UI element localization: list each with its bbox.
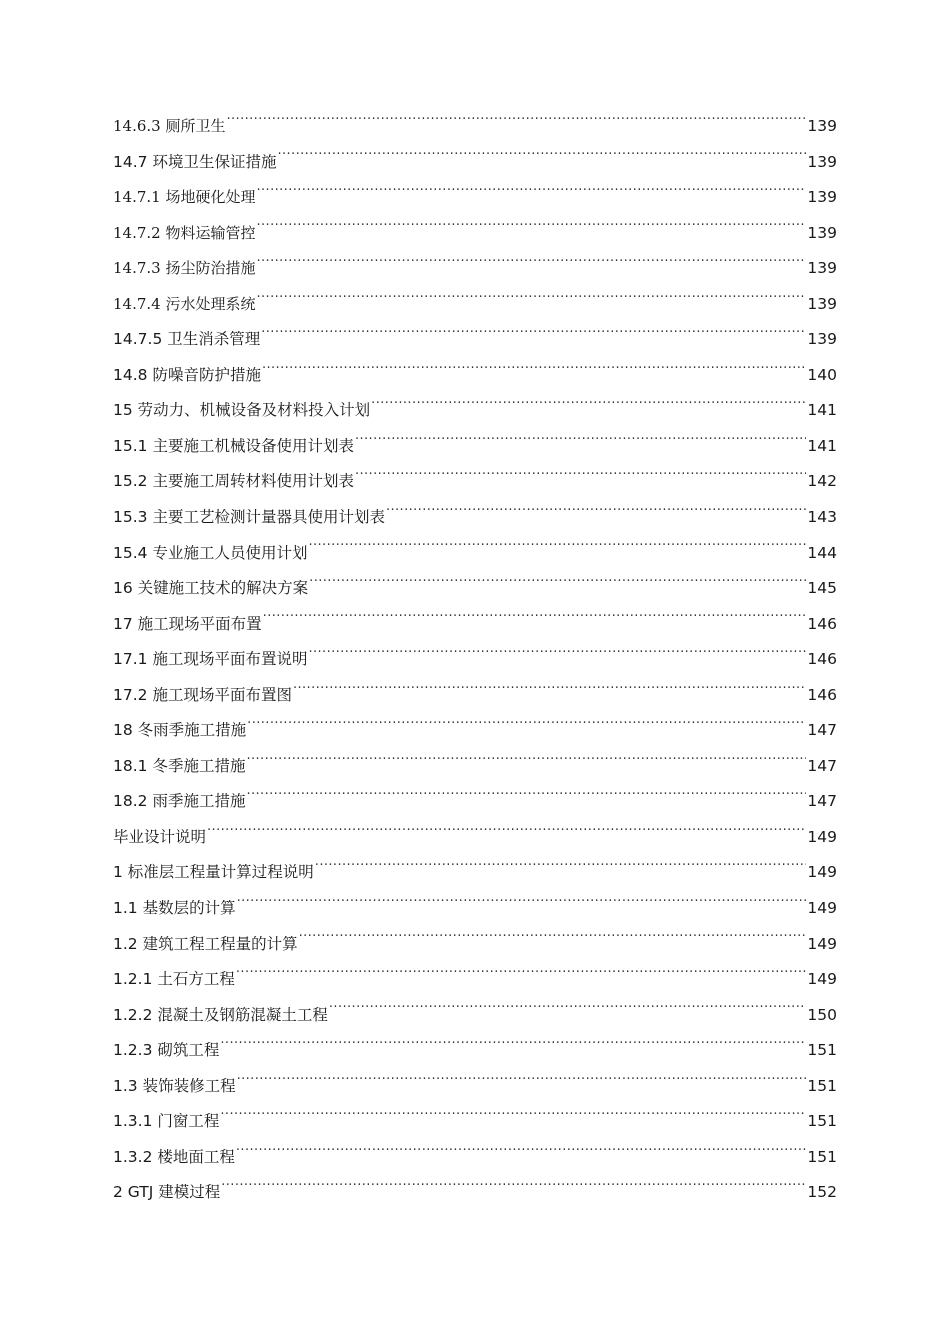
toc-entry[interactable]: [113, 713, 837, 749]
toc-entry-title: 15.3 主要工艺检测计量器具使用计划表: [113, 508, 385, 527]
toc-entry[interactable]: [113, 1175, 837, 1211]
toc-entry[interactable]: [113, 642, 837, 678]
toc-entry[interactable]: [113, 678, 837, 714]
toc-entry-page-number: 142: [807, 472, 837, 491]
table-of-contents: [113, 109, 837, 1211]
toc-leader-dots: [226, 116, 806, 132]
toc-entry[interactable]: [113, 855, 837, 891]
toc-entry-page-number: 139: [807, 330, 837, 349]
toc-entry-title: 15.2 主要施工周转材料使用计划表: [113, 472, 354, 491]
toc-entry[interactable]: [113, 1104, 837, 1140]
toc-leader-dots: [237, 1075, 807, 1091]
toc-entry-title: 17 施工现场平面布置: [113, 614, 262, 633]
toc-leader-dots: [247, 720, 806, 736]
toc-entry[interactable]: [113, 749, 837, 785]
toc-leader-dots: [246, 755, 806, 771]
toc-entry-page-number: 151: [807, 1076, 837, 1095]
toc-entry-page-number: 139: [807, 117, 837, 135]
toc-leader-dots: [277, 151, 806, 167]
toc-leader-dots: [256, 258, 806, 274]
toc-entry-title: 14.7.2 物料运输管控: [113, 223, 256, 242]
toc-entry-title: 14.7.5 卫生消杀管理: [113, 330, 261, 349]
toc-entry[interactable]: [113, 180, 837, 216]
toc-entry-page-number: 149: [807, 827, 837, 846]
toc-entry[interactable]: [113, 998, 837, 1034]
toc-leader-dots: [261, 329, 806, 345]
toc-leader-dots: [293, 684, 806, 700]
toc-entry-title: 14.7 环境卫生保证措施: [113, 152, 277, 171]
toc-entry[interactable]: [113, 322, 837, 358]
toc-entry[interactable]: [113, 358, 837, 394]
toc-leader-dots: [299, 933, 807, 949]
toc-leader-dots: [371, 400, 806, 416]
toc-entry[interactable]: [113, 500, 837, 536]
toc-leader-dots: [207, 826, 806, 842]
toc-entry-title: 1.3.1 门窗工程: [113, 1112, 220, 1131]
toc-entry-page-number: 139: [807, 152, 837, 171]
toc-entry-page-number: 152: [807, 1183, 837, 1202]
toc-entry-title: 1.2.1 土石方工程: [113, 970, 235, 989]
toc-entry-title: 14.7.1 场地硬化处理: [113, 188, 256, 207]
toc-entry-page-number: 146: [807, 614, 837, 633]
toc-leader-dots: [256, 187, 806, 203]
toc-entry-title: 18.1 冬季施工措施: [113, 756, 246, 775]
toc-entry[interactable]: [113, 287, 837, 323]
toc-leader-dots: [315, 862, 807, 878]
toc-entry[interactable]: [113, 1033, 837, 1069]
toc-entry-title: 15.1 主要施工机械设备使用计划表: [113, 436, 354, 455]
toc-entry[interactable]: [113, 251, 837, 287]
toc-leader-dots: [221, 1182, 806, 1198]
toc-entry-title: 14.7.3 扬尘防治措施: [113, 259, 256, 278]
toc-entry-page-number: 151: [807, 1112, 837, 1131]
toc-entry-title: 18.2 雨季施工措施: [113, 792, 246, 811]
toc-entry-page-number: 143: [807, 508, 837, 527]
toc-entry-title: 1.3.2 楼地面工程: [113, 1147, 235, 1166]
toc-entry-title: 15 劳动力、机械设备及材料投入计划: [113, 401, 371, 420]
toc-entry-title: 14.8 防噪音防护措施: [113, 365, 261, 384]
toc-entry-page-number: 147: [807, 756, 837, 775]
toc-entry-title: 1.2.2 混凝土及钢筋混凝土工程: [113, 1005, 328, 1024]
toc-entry-title: 1 标准层工程量计算过程说明: [113, 863, 314, 882]
toc-leader-dots: [309, 578, 806, 594]
toc-entry-title: 1.2.3 砌筑工程: [113, 1041, 220, 1060]
toc-leader-dots: [355, 435, 806, 451]
toc-entry-page-number: 150: [807, 1005, 837, 1024]
toc-leader-dots: [262, 364, 806, 380]
toc-entry[interactable]: [113, 607, 837, 643]
toc-leader-dots: [308, 542, 806, 558]
toc-entry-page-number: 139: [807, 188, 837, 207]
toc-entry-page-number: 139: [807, 223, 837, 242]
toc-entry[interactable]: [113, 393, 837, 429]
toc-entry-page-number: 147: [807, 792, 837, 811]
toc-leader-dots: [236, 969, 807, 985]
toc-leader-dots: [256, 293, 806, 309]
toc-leader-dots: [220, 1040, 806, 1056]
toc-entry-page-number: 151: [807, 1147, 837, 1166]
toc-entry[interactable]: [113, 820, 837, 856]
toc-entry-title: 16 关键施工技术的解决方案: [113, 579, 309, 598]
toc-entry-title: 14.6.3 厕所卫生: [113, 117, 226, 135]
toc-leader-dots: [308, 649, 806, 665]
toc-entry-title: 15.4 专业施工人员使用计划: [113, 543, 308, 562]
toc-entry-page-number: 147: [807, 721, 837, 740]
toc-entry[interactable]: [113, 1140, 837, 1176]
toc-entry-title: 17.2 施工现场平面布置图: [113, 685, 292, 704]
toc-entry-page-number: 146: [807, 685, 837, 704]
toc-entry-page-number: 151: [807, 1041, 837, 1060]
toc-entry-title: 毕业设计说明: [113, 827, 207, 846]
toc-entry-title: 1.3 装饰装修工程: [113, 1076, 236, 1095]
toc-leader-dots: [237, 898, 807, 914]
toc-entry-title: 18 冬雨季施工措施: [113, 721, 247, 740]
toc-entry[interactable]: [113, 216, 837, 252]
toc-entry[interactable]: [113, 536, 837, 572]
toc-entry-page-number: 140: [807, 365, 837, 384]
toc-entry-page-number: 149: [807, 863, 837, 882]
toc-entry-page-number: 146: [807, 650, 837, 669]
toc-leader-dots: [329, 1004, 807, 1020]
toc-leader-dots: [386, 507, 806, 523]
toc-entry-page-number: 144: [807, 543, 837, 562]
toc-leader-dots: [220, 1111, 806, 1127]
toc-leader-dots: [355, 471, 806, 487]
toc-entry[interactable]: [113, 784, 837, 820]
toc-entry-page-number: 149: [807, 970, 837, 989]
toc-leader-dots: [246, 791, 806, 807]
toc-entry-page-number: 141: [807, 401, 837, 420]
toc-entry-page-number: 149: [807, 934, 837, 953]
toc-entry[interactable]: [113, 464, 837, 500]
toc-entry-title: 1.2 建筑工程工程量的计算: [113, 934, 298, 953]
toc-entry-page-number: 139: [807, 294, 837, 313]
toc-entry[interactable]: [113, 571, 837, 607]
toc-entry-title: 17.1 施工现场平面布置说明: [113, 650, 308, 669]
toc-entry-title: 2 GTJ 建模过程: [113, 1183, 221, 1202]
toc-entry-page-number: 141: [807, 436, 837, 455]
toc-entry[interactable]: [113, 891, 837, 927]
toc-entry[interactable]: [113, 962, 837, 998]
toc-entry-title: 1.1 基数层的计算: [113, 899, 236, 918]
toc-entry[interactable]: [113, 429, 837, 465]
toc-entry-page-number: 145: [807, 579, 837, 598]
toc-entry-page-number: 139: [807, 259, 837, 278]
toc-entry[interactable]: [113, 927, 837, 963]
toc-leader-dots: [263, 613, 807, 629]
toc-leader-dots: [256, 222, 806, 238]
toc-entry-page-number: 149: [807, 899, 837, 918]
toc-entry-title: 14.7.4 污水处理系统: [113, 294, 256, 313]
toc-entry[interactable]: [113, 145, 837, 181]
toc-leader-dots: [236, 1146, 807, 1162]
toc-entry[interactable]: [113, 109, 837, 145]
toc-entry[interactable]: [113, 1069, 837, 1105]
